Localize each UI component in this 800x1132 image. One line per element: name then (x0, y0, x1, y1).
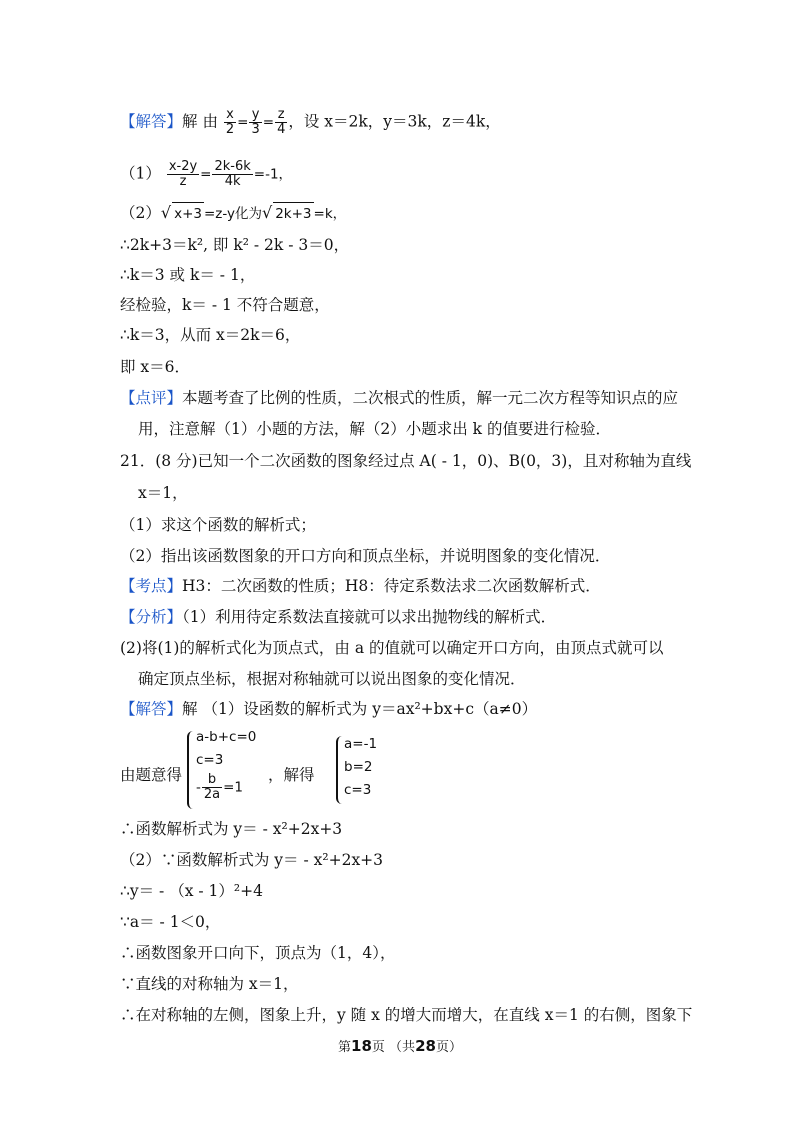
fenxi-tag: 【分析】 (120, 608, 183, 626)
text-line: （2）∵函数解析式为 y＝ - x²+2x+3 (120, 851, 384, 869)
text-line: 经检验，k＝ - 1 不符合题意， (120, 296, 330, 314)
solution-line-1: 【解答】解 由 $\frac{x}{2}$ = $\frac{y}{3}$ = $\frac{z}{4}$ ，设 x＝2k，y＝3k，z＝4k， (120, 107, 501, 137)
question-21-sub-1: （1）求这个函数的解析式； (120, 516, 316, 534)
question-21-line-2: x＝1， (138, 484, 188, 502)
fraction-x-2: $\frac{x}{2}$ (225, 107, 235, 137)
result-b: b=2 (344, 759, 373, 775)
fenxi-line-1: 【分析】（1）利用待定系数法直接就可以求出抛物线的解析式． (120, 608, 557, 626)
system-eq-1: a-b+c=0 (196, 729, 257, 745)
system-mid: ，解得 (268, 766, 315, 784)
fenxi-line-2: (2)将(1)的解析式化为顶点式，由 a 的值就可以确定开口方向，由顶点式就可以 (120, 639, 664, 657)
comment-line-1: 【点评】本题考查了比例的性质，二次根式的性质，解一元二次方程等知识点的应 (120, 389, 679, 407)
comment-tag: 【点评】 (120, 389, 183, 407)
text-line: ∴y＝ - （x - 1）²+4 (120, 882, 263, 900)
part-1-line: （1） $\frac{x-2y}{z}$ = $\frac{2k-6k}{4k}$ =-1， (120, 159, 293, 189)
page-number: 18 (351, 1037, 372, 1055)
fraction-2k-6k-over-4k: $\frac{2k-6k}{4k}$ (214, 159, 251, 189)
text-line: ∴函数图象开口向下，顶点为（1，4）， (120, 944, 396, 962)
text-line: ∴在对称轴的左侧，图象上升，y 随 x 的增大而增大，在直线 x＝1 的右侧，图象下 (120, 1006, 693, 1024)
text-line: ∴k＝3，从而 x＝2k＝6， (120, 326, 301, 344)
result-a: a=-1 (344, 736, 378, 752)
text-line: ∵a＝ - 1＜0， (120, 913, 221, 931)
part-2-line: （2）√ x+3 =z-y化为√ 2k+3 =k， (120, 202, 346, 225)
question-21-sub-2: （2）指出该函数图象的开口方向和顶点坐标，并说明图象的变化情况． (120, 547, 611, 565)
fraction-z-4: $\frac{z}{4}$ (277, 107, 286, 137)
total-pages: 28 (415, 1037, 436, 1055)
system-prefix: 由题意得 (120, 766, 183, 784)
kaodian-line: 【考点】H3：二次函数的性质；H8：待定系数法求二次函数解析式． (120, 577, 601, 595)
text-line: ∴2k+3＝k², 即 k² - 2k - 3＝0， (120, 236, 350, 254)
question-21-line-1: 21．(8 分)已知一个二次函数的图象经过点 A( - 1，0)、B(0，3)，且对称轴为直线 (120, 452, 692, 470)
text-line: ∴k＝3 或 k＝ - 1， (120, 266, 256, 284)
sqrt-icon: √ (160, 203, 172, 222)
comment-line-2: 用，注意解（1）小题的方法，解（2）小题求出 k 的值要进行检验． (138, 420, 611, 438)
solution-tag: 【解答】 (120, 700, 183, 718)
sqrt-icon: √ (262, 203, 273, 222)
fraction-x-2y-over-z: $\frac{x-2y}{z}$ (168, 159, 198, 189)
fraction-y-3: $\frac{y}{3}$ (251, 107, 260, 137)
kaodian-tag: 【考点】 (120, 577, 183, 595)
brace-right (336, 736, 344, 804)
system-eq-2: c=3 (196, 752, 224, 768)
text-line: ∵直线的对称轴为 x＝1， (120, 975, 299, 993)
text-line: ∴函数解析式为 y＝ - x²+2x+3 (120, 820, 343, 838)
result-c: c=3 (344, 782, 372, 798)
page-footer: 第18页 （共28页） (338, 1037, 462, 1055)
system-eq-3: - $\frac{b}{2a}$ =1 (196, 772, 244, 802)
text-line: 即 x＝6． (120, 358, 191, 376)
solution-tag: 【解答】 (120, 112, 183, 131)
fenxi-line-3: 确定顶点坐标，根据对称轴就可以说出图象的变化情况． (138, 670, 526, 688)
solution-2-line: 【解答】解 （1）设函数的解析式为 y＝ax²+bx+c（a≠0） (120, 700, 538, 718)
brace-left (187, 731, 195, 809)
